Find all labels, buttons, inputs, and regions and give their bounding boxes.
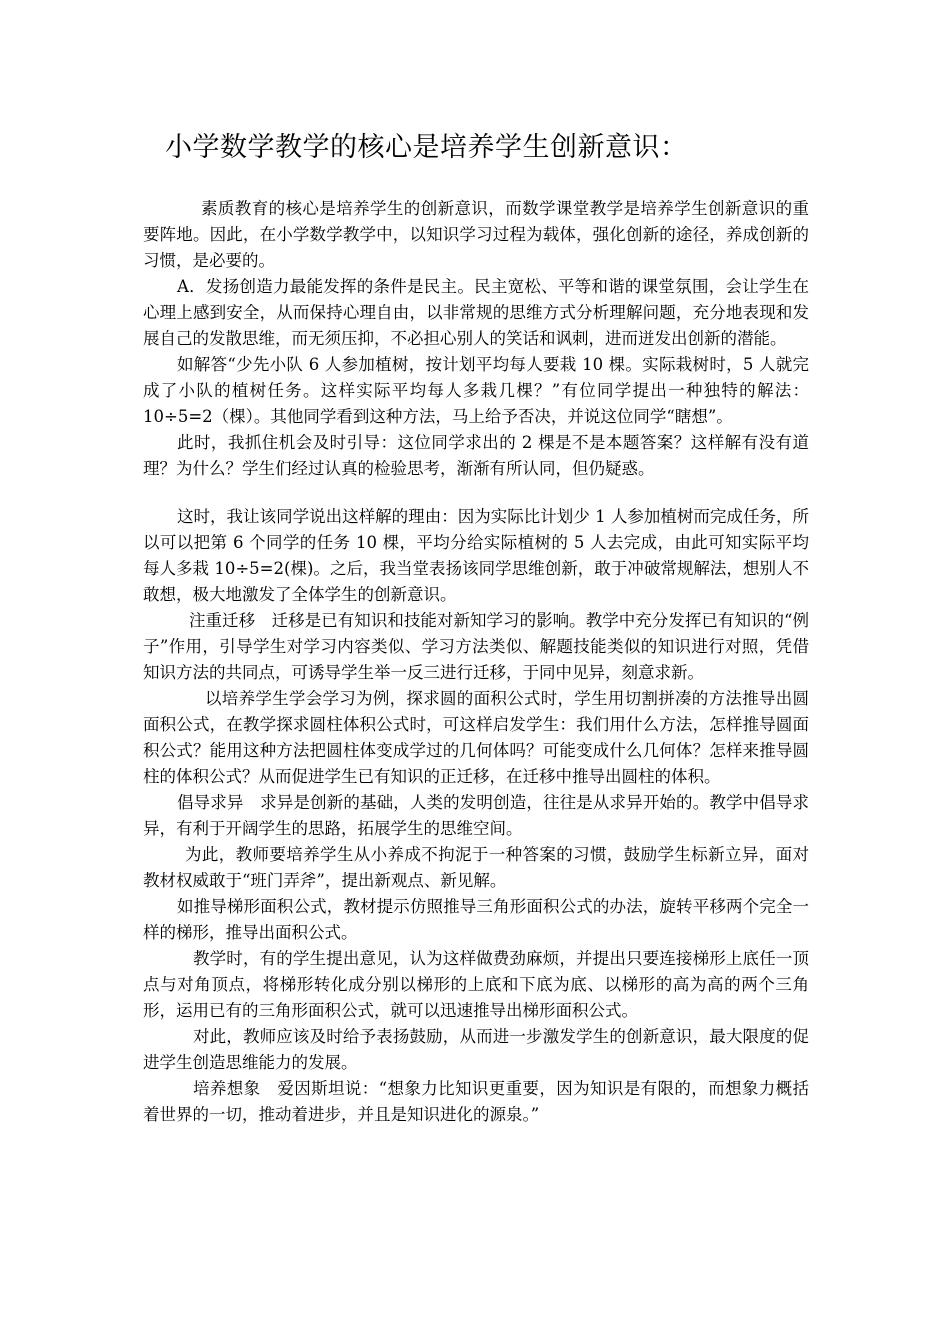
paragraph-intro: 素质教育的核心是培养学生的创新意识，而数学课堂教学是培养学生创新意识的重要阵地。因此，在小学数学教学中，以知识学习过程为载体，强化创新的途径，养成创新的习惯，是必要的。	[143, 199, 809, 270]
paragraph-imagination: 培养想象 爱因斯坦说：“想象力比知识更重要，因为知识是有限的，而想象力概括着世界的一切，推动着进步，并且是知识进化的源泉。”	[143, 1079, 809, 1124]
paragraph-transfer: 注重迁移 迁移是已有知识和技能对新知学习的影响。教学中充分发挥已有知识的“例子”作用，引导学生对学习内容类似、学习方法类似、解题技能类似的知识进行对照，凭借知识方法的共同点，可诱导学生举一反三进行迁移，于同中见异，刻意求新。	[143, 611, 809, 682]
paragraph-example-tree-planting: 如解答“少先小队 6 人参加植树，按计划平均每人要栽 10 棵。实际栽树时，5 人就完成了小队的植树任务。这样实际平均每人多栽几棵？”有位同学提出一种独特的解法：10÷5=2（棵）。其他同学看到这种方法，马上给予否决，并说这位同学“瞎想”。	[143, 355, 809, 426]
paragraph-circle-area: 以培养学生学会学习为例，探求圆的面积公式时，学生用切割拼凑的方法推导出圆面积公式，在教学探求圆柱体积公式时，可这样启发学生：我们用什么方法，怎样推导圆面积公式？能用这种方法把圆柱体变成学过的几何体吗？可能变成什么几何体？怎样来推导圆柱的体积公式？从而促进学生已有知识的正迁移，在迁移中推导出圆柱的体积。	[143, 689, 809, 786]
paragraph-student-idea: 教学时，有的学生提出意见，认为这样做费劲麻烦，并提出只要连接梯形上底任一顶点与对角顶点，将梯形转化成分别以梯形的上底和下底为底、以梯形的高为高的两个三角形，运用已有的三角形面积公式，就可以迅速推导出梯形面积公式。	[143, 949, 809, 1020]
paragraph-divergence: 倡导求异 求异是创新的基础，人类的发明创造，往往是从求异开始的。教学中倡导求异，有利于开阔学生的思路，拓展学生的思维空间。	[143, 793, 809, 838]
paragraph-reasoning: 这时，我让该同学说出这样解的理由：因为实际比计划少 1 人参加植树而完成任务，所以可以把第 6 个同学的任务 10 棵，平均分给实际植树的 5 人去完成，由此可知实际平均每人多栽 10÷5=2(棵)。之后，我当堂表扬该同学思维创新，敢于冲破常规解法，想别人不敢想，极大地激发了全体学生的创新意识。	[143, 507, 809, 604]
paragraph-praise: 对此，教师应该及时给予表扬鼓励，从而进一步激发学生的创新意识，最大限度的促进学生创造思维能力的发展。	[143, 1027, 809, 1072]
document-body	[143, 196, 809, 1128]
paragraph-trapezoid: 如推导梯形面积公式，教材提示仿照推导三角形面积公式的办法，旋转平移两个完全一样的梯形，推导出面积公式。	[143, 897, 809, 942]
paragraph-gap	[143, 482, 809, 504]
paragraph-democracy: A．发扬创造力最能发挥的条件是民主。民主宽松、平等和谐的课堂氛围，会让学生在心理上感到安全，从而保持心理自由，以非常规的思维方式分析理解问题，充分地表现和发展自己的发散思维，而无须压抑，不必担心别人的笑话和讽刺，进而迸发出创新的潜能。	[143, 277, 809, 348]
paragraph-guidance: 此时，我抓住机会及时引导：这位同学求出的 2 棵是不是本题答案？这样解有没有道理？为什么？学生们经过认真的检验思考，渐渐有所认同，但仍疑惑。	[143, 433, 809, 478]
paragraph-teacher-role: 为此，教师要培养学生从小养成不拘泥于一种答案的习惯，鼓励学生标新立异，面对教材权威敢于“班门弄斧”，提出新观点、新见解。	[143, 845, 809, 890]
document-title: 小学数学教学的核心是培养学生创新意识：	[165, 132, 688, 163]
